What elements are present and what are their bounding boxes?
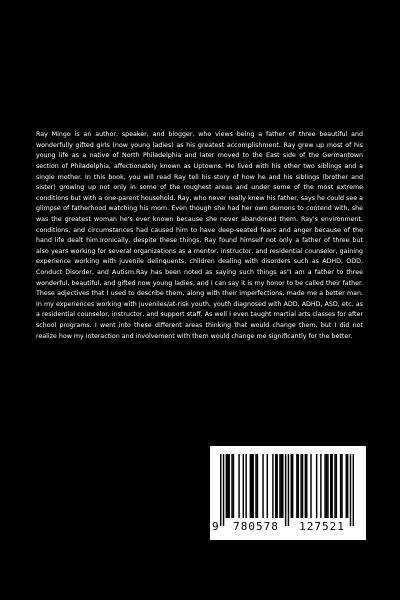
- barcode-bar: [251, 454, 252, 518]
- author-bio-blurb: Ray Mingo is an author, speaker, and blogger, who views being a father of three beautiful and wonderfully gifted girls (now young ladies) as his greatest accomplishment. Ray grew up most of his young life as a native of North Philadelphia and later moved to the East side of the Germantown section of Philadelphia, affectionately known as Uptowns. He lived with his other two siblings and a single mother. In this book, you will read Ray tell his story of how he and his siblings (brother and sister) growing up not only in some of the roughest areas and under some of the most extreme conditions but with a one-parent household. Ray, who never really knew his father, says he could see a glimpse of fatherhood watching his mom. Even though she had her own demons to contend with, she was the greatest woman he's ever known because she never abandoned them. Ray's environment, conditions, and circumstances had caused him to have deep-seated fears and anger because of the hand life dealt him.Ironically, despite these things, Ray found himself not only a father of three but also years working for several organizations as a mentor, instructor, and residential counselor, gaining experience working with juvenile delinquents, children dealing with disorders such as ADHD, ODD, Conduct Disorder, and Autism.Ray has been noted as saying such things as"I am a father to three wonderful, beautiful, and gifted now young ladies, and I can say it is my honor to be called their father. These adjectives that I used to describe them, along with their imperfections, made me a better man. In my experiences working with juveniles/at-risk youth, youth diagnosed with ADD, ADHD, ASD, etc. as a residential counselor, instructor, and support staff. As well I even taught martial arts classes for after school programs. I went into these different areas thinking that would change them, but I did not realize how my interaction and involvement with them would change me significantly for the better.: [36, 131, 363, 340]
- barcode-bar: [279, 454, 280, 518]
- barcode-bar: [341, 454, 342, 518]
- barcode-bar: [267, 454, 268, 518]
- barcode-bar: [324, 454, 325, 518]
- barcode-bar: [326, 454, 327, 518]
- barcode-bar: [288, 454, 289, 526]
- barcode-bars: [220, 454, 354, 526]
- barcode-bar: [285, 454, 286, 526]
- barcode-bar: [228, 454, 229, 518]
- barcode-bar: [238, 454, 239, 518]
- isbn-barcode: [210, 446, 366, 540]
- barcode-bar: [336, 454, 337, 518]
- isbn-right-group: 127521: [299, 520, 345, 533]
- barcode-bar: [306, 454, 307, 518]
- barcode-bar: [276, 454, 277, 518]
- barcode-bar: [282, 454, 283, 518]
- barcode-bar: [305, 454, 306, 518]
- barcode-bar: [300, 454, 301, 518]
- barcode-bar: [227, 454, 228, 518]
- barcode-bar: [252, 454, 253, 518]
- barcode-bar: [316, 454, 317, 518]
- barcode-bar: [255, 454, 256, 518]
- barcode-bar: [281, 454, 282, 518]
- barcode-bar: [340, 454, 341, 518]
- barcode-bar: [296, 454, 297, 518]
- barcode-bar: [245, 454, 246, 518]
- barcode-bar: [226, 454, 227, 518]
- barcode-bar: [327, 454, 328, 518]
- barcode-bar: [257, 454, 258, 518]
- barcode-bar: [347, 454, 348, 518]
- barcode-bar: [330, 454, 331, 518]
- isbn-first-digit: 9: [212, 520, 219, 533]
- barcode-bar: [231, 454, 232, 518]
- barcode-bar: [233, 454, 234, 518]
- barcode-bar: [272, 454, 273, 518]
- barcode-bar: [262, 454, 263, 518]
- barcode-bar: [320, 454, 321, 518]
- barcode-bar: [310, 454, 311, 518]
- barcode-bar: [291, 454, 292, 518]
- barcode-bar: [220, 454, 221, 526]
- isbn-left-group: 780578: [233, 520, 279, 533]
- barcode-bar: [250, 454, 251, 518]
- barcode-bar: [298, 454, 299, 518]
- barcode-bar: [346, 454, 347, 518]
- barcode-bar: [302, 454, 303, 518]
- barcode-bar: [292, 454, 293, 518]
- barcode-bar: [353, 454, 354, 526]
- barcode-bar: [331, 454, 332, 518]
- barcode-bar: [223, 454, 224, 526]
- barcode-bar: [350, 454, 351, 526]
- barcode-bar: [243, 454, 244, 518]
- barcode-bar: [275, 454, 276, 518]
- barcode-bar: [334, 454, 335, 518]
